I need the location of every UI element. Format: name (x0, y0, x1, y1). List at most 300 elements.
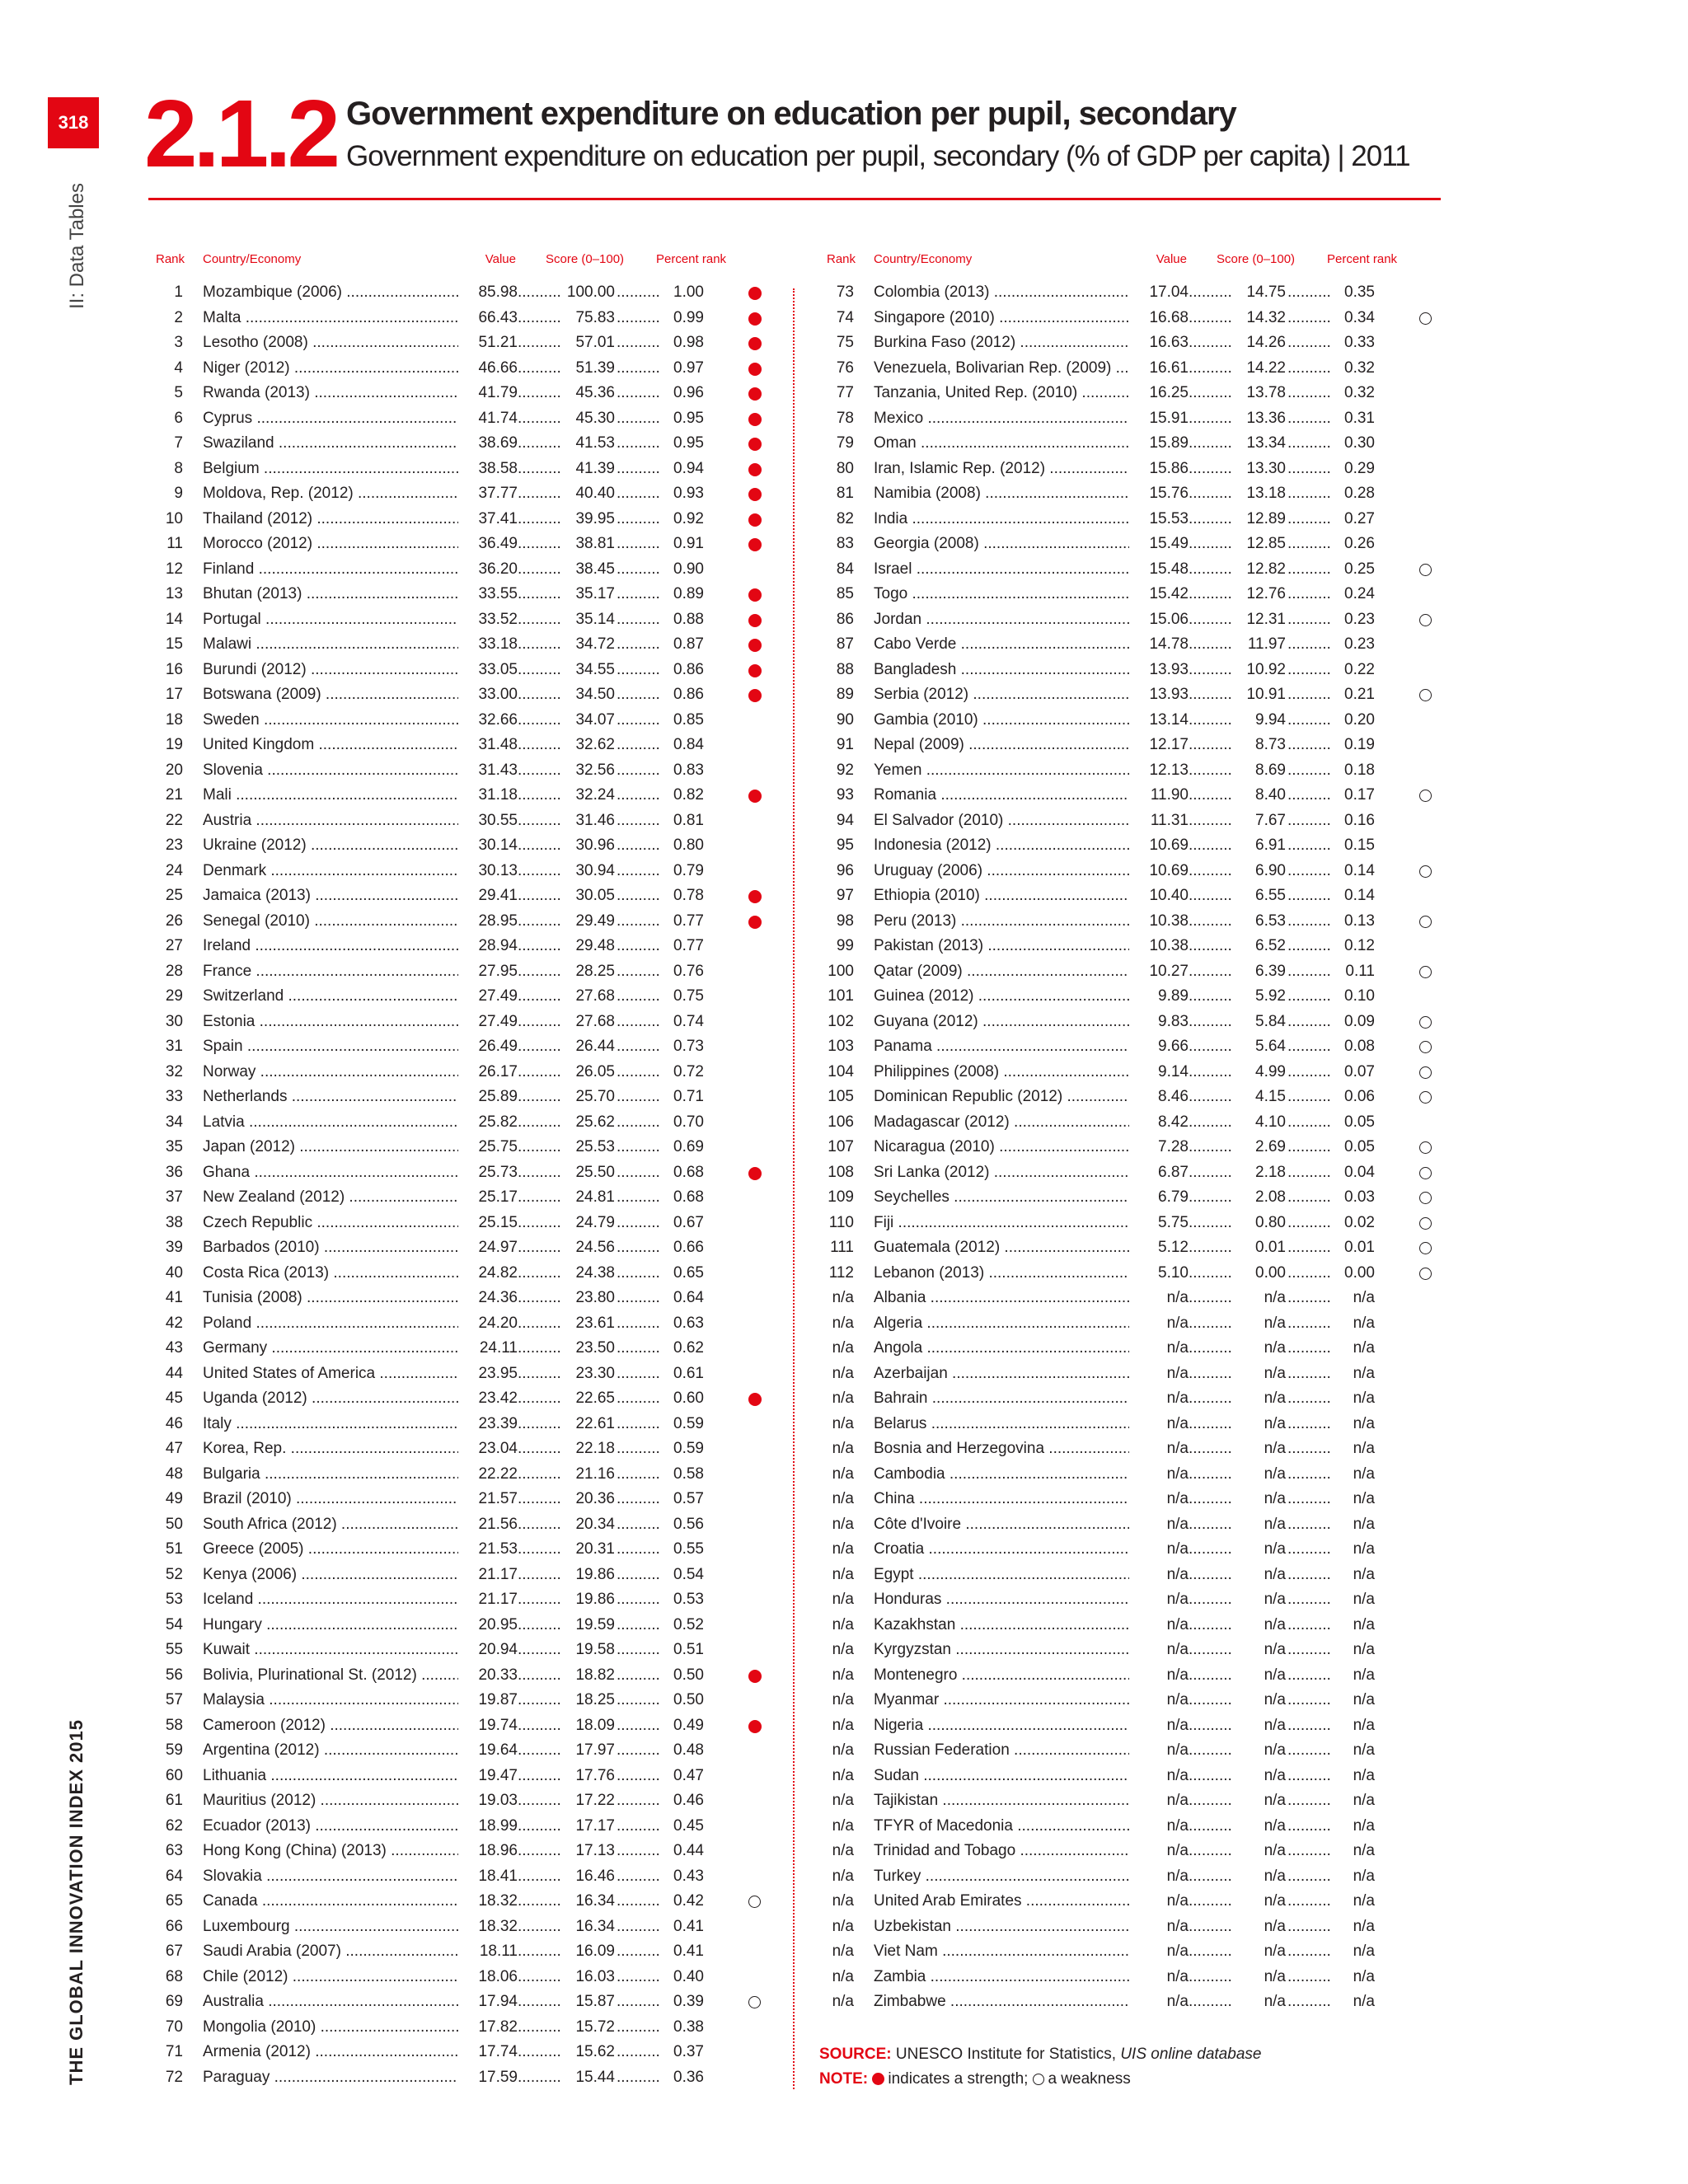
score-cell: 19.86 (560, 1591, 615, 1609)
score-cell: 25.50 (560, 1164, 615, 1182)
score-cell: 15.44 (560, 2069, 615, 2087)
note-strength-text: indicates a strength; (888, 2070, 1029, 2088)
score-cell: 17.22 (560, 1792, 615, 1810)
leader-dots (518, 1993, 560, 2011)
leader-dots (617, 1892, 661, 1910)
rank-cell: 112 (828, 1263, 854, 1282)
rank-cell: 101 (828, 987, 854, 1005)
value-cell: n/a (1129, 1566, 1189, 1584)
table-row (148, 582, 824, 607)
table-row (819, 1587, 1495, 1613)
score-cell: 57.01 (560, 334, 615, 352)
weakness-marker-icon (1419, 1141, 1432, 1155)
country-cell: Georgia (2008) ..... (874, 535, 1129, 553)
rank-cell: 106 (828, 1113, 854, 1131)
table-row (819, 1990, 1495, 2015)
leader-dots (518, 334, 560, 352)
country-cell: Tanzania, United Rep. (2010) ..... (874, 384, 1129, 402)
header-rule (148, 198, 1441, 200)
leader-dots (1189, 1188, 1231, 1207)
country-cell: Spain ..... (203, 1038, 458, 1056)
leader-dots (1189, 1138, 1231, 1156)
value-cell: 37.77 (458, 485, 518, 503)
leader-dots (1189, 1641, 1231, 1659)
leader-dots (1189, 862, 1231, 880)
value-cell: 9.89 (1129, 987, 1189, 1005)
score-cell: 8.69 (1231, 762, 1286, 780)
percent-rank-cell: 0.27 (1332, 510, 1375, 528)
leader-dots (1189, 762, 1231, 780)
score-cell: 16.46 (560, 1868, 615, 1886)
leader-dots (1287, 1666, 1332, 1685)
score-cell: n/a (1231, 1842, 1286, 1860)
percent-rank-cell: 0.21 (1332, 686, 1375, 704)
table-row (819, 1563, 1495, 1588)
country-cell: Kenya (2006) ..... (203, 1566, 458, 1584)
percent-rank-cell: 0.47 (661, 1767, 704, 1785)
table-row (148, 280, 824, 306)
leader-dots (1287, 812, 1332, 830)
percent-rank-cell: 0.54 (661, 1566, 704, 1584)
value-cell: 15.89 (1129, 434, 1189, 452)
value-cell: 20.95 (458, 1616, 518, 1634)
table-row (148, 1361, 824, 1387)
leader-dots (1287, 1113, 1332, 1132)
leader-dots (1189, 635, 1231, 654)
percent-rank-cell: 0.53 (661, 1591, 704, 1609)
rank-cell: 80 (836, 459, 854, 477)
rank-cell: 75 (836, 334, 854, 351)
header-country: Country/Economy (203, 252, 302, 266)
rank-cell: 111 (830, 1239, 854, 1256)
leader-dots (617, 1188, 661, 1207)
country-cell: Ghana ..... (203, 1164, 458, 1182)
rank-cell: 77 (836, 384, 854, 401)
leader-dots (1287, 611, 1332, 629)
country-cell: Dominican Republic (2012) ..... (874, 1088, 1129, 1106)
country-cell: Nepal (2009) ..... (874, 736, 1129, 754)
table-row (148, 1713, 824, 1739)
leader-dots (1189, 1868, 1231, 1886)
leader-dots (617, 786, 661, 804)
table-rows-right (819, 280, 1495, 2015)
leader-dots (1189, 611, 1231, 629)
table-row (819, 1713, 1495, 1739)
leader-dots (518, 912, 560, 930)
rank-cell: n/a (832, 1666, 854, 1684)
leader-dots (1287, 460, 1332, 478)
country-cell: Guatemala (2012) ..... (874, 1239, 1129, 1257)
score-cell: 4.99 (1231, 1063, 1286, 1081)
value-cell: 23.04 (458, 1440, 518, 1458)
leader-dots (1189, 1038, 1231, 1056)
score-cell: 30.96 (560, 837, 615, 855)
leader-dots (617, 912, 661, 930)
country-cell: Fiji ..... (874, 1214, 1129, 1232)
value-cell: 51.21 (458, 334, 518, 352)
rank-cell: 99 (836, 937, 854, 954)
page-subtitle: Government expenditure on education per pupil, secondary (% of GDP per capita) | 2011 (346, 140, 1410, 172)
side-publication-label: THE GLOBAL INNOVATION INDEX 2015 (66, 1719, 87, 2085)
score-cell: 30.05 (560, 887, 615, 905)
rank-cell: 67 (165, 1943, 183, 1960)
country-cell: Thailand (2012) ..... (203, 510, 458, 528)
country-cell: Norway ..... (203, 1063, 458, 1081)
score-cell: n/a (1231, 1315, 1286, 1333)
strength-marker-icon (748, 614, 762, 627)
table-row (819, 1688, 1495, 1713)
score-cell: n/a (1231, 1516, 1286, 1534)
country-cell: Hong Kong (China) (2013) ..... (203, 1842, 458, 1860)
rank-cell: 15 (165, 635, 183, 653)
table-row (819, 808, 1495, 834)
table-row (148, 1939, 824, 1965)
table-row (819, 582, 1495, 607)
country-cell: Sri Lanka (2012) ..... (874, 1164, 1129, 1182)
leader-dots (617, 1465, 661, 1483)
score-cell: 34.07 (560, 711, 615, 729)
rank-cell: n/a (832, 1716, 854, 1734)
table-row (148, 1487, 824, 1512)
percent-rank-cell: 0.23 (1332, 611, 1375, 629)
value-cell: 17.74 (458, 2043, 518, 2061)
score-cell: 4.10 (1231, 1113, 1286, 1132)
rank-cell: n/a (832, 1540, 854, 1558)
strength-marker-icon (748, 287, 762, 300)
leader-dots (518, 1666, 560, 1685)
table-row (148, 1587, 824, 1613)
leader-dots (617, 1289, 661, 1307)
value-cell: 27.49 (458, 987, 518, 1005)
score-cell: n/a (1231, 1691, 1286, 1709)
leader-dots (1189, 1415, 1231, 1433)
value-cell: 24.11 (458, 1339, 518, 1357)
value-cell: 20.94 (458, 1641, 518, 1659)
table-row (148, 1336, 824, 1361)
score-cell: 34.55 (560, 661, 615, 679)
country-cell: Burkina Faso (2012) ..... (874, 334, 1129, 352)
percent-rank-cell: n/a (1332, 1566, 1375, 1584)
weakness-marker-icon (1419, 1041, 1432, 1054)
leader-dots (1189, 1767, 1231, 1785)
weakness-marker-icon (1419, 689, 1432, 702)
weakness-marker-icon (1419, 614, 1432, 627)
leader-dots (518, 937, 560, 955)
country-cell: Argentina (2012) ..... (203, 1741, 458, 1760)
value-cell: 25.73 (458, 1164, 518, 1182)
leader-dots (1287, 937, 1332, 955)
percent-rank-cell: 0.29 (1332, 460, 1375, 478)
leader-dots (1287, 1566, 1332, 1584)
country-cell: Japan (2012) ..... (203, 1138, 458, 1156)
percent-rank-cell: 0.03 (1332, 1188, 1375, 1207)
country-cell: Germany ..... (203, 1339, 458, 1357)
leader-dots (1189, 460, 1231, 478)
country-cell: Viet Nam ..... (874, 1943, 1129, 1961)
percent-rank-cell: 0.86 (661, 686, 704, 704)
value-cell: n/a (1129, 1641, 1189, 1659)
leader-dots (617, 937, 661, 955)
percent-rank-cell: 0.12 (1332, 937, 1375, 955)
rank-cell: 49 (165, 1490, 183, 1507)
table-row (819, 883, 1495, 909)
country-cell: Singapore (2010) ..... (874, 309, 1129, 327)
score-cell: 16.03 (560, 1968, 615, 1986)
rank-cell: n/a (832, 1339, 854, 1357)
leader-dots (617, 1516, 661, 1534)
table-row (148, 607, 824, 633)
score-cell: 19.86 (560, 1566, 615, 1584)
score-cell: 4.15 (1231, 1088, 1286, 1106)
value-cell: 27.95 (458, 963, 518, 981)
score-cell: 35.14 (560, 611, 615, 629)
country-cell: Latvia ..... (203, 1113, 458, 1132)
leader-dots (617, 585, 661, 603)
weakness-marker-icon (1033, 2074, 1044, 2085)
rank-cell: 60 (165, 1766, 183, 1784)
value-cell: 33.52 (458, 611, 518, 629)
value-cell: 25.82 (458, 1113, 518, 1132)
leader-dots (518, 1641, 560, 1659)
leader-dots (518, 1339, 560, 1357)
percent-rank-cell: 0.43 (661, 1868, 704, 1886)
rank-cell: 95 (836, 837, 854, 854)
rank-cell: 90 (836, 710, 854, 729)
country-cell: Ecuador (2013) ..... (203, 1817, 458, 1835)
weakness-marker-icon (1419, 916, 1432, 929)
score-cell: 17.76 (560, 1767, 615, 1785)
percent-rank-cell: 0.09 (1332, 1013, 1375, 1031)
leader-dots (518, 1088, 560, 1106)
country-cell: Turkey ..... (874, 1868, 1129, 1886)
score-cell: n/a (1231, 1817, 1286, 1835)
leader-dots (518, 460, 560, 478)
score-cell: 39.95 (560, 510, 615, 528)
country-cell: Slovakia ..... (203, 1868, 458, 1886)
strength-marker-icon (748, 588, 762, 602)
country-cell: Philippines (2008) ..... (874, 1063, 1129, 1081)
rank-cell: 18 (165, 710, 183, 729)
country-cell: United States of America ..... (203, 1365, 458, 1383)
rank-cell: n/a (832, 1967, 854, 1985)
table-row (148, 457, 824, 482)
rank-cell: n/a (832, 1641, 854, 1658)
value-cell: 41.74 (458, 410, 518, 428)
weakness-marker-icon (1419, 1066, 1432, 1080)
table-row (148, 1286, 824, 1311)
leader-dots (518, 661, 560, 679)
percent-rank-cell: 0.28 (1332, 485, 1375, 503)
leader-dots (617, 1666, 661, 1685)
header-percent-rank: Percent rank (656, 252, 727, 266)
leader-dots (518, 1264, 560, 1282)
value-cell: 18.96 (458, 1842, 518, 1860)
country-cell: Lithuania ..... (203, 1767, 458, 1785)
rank-cell: 8 (174, 459, 183, 477)
value-cell: 18.41 (458, 1868, 518, 1886)
country-cell: Mexico ..... (874, 410, 1129, 428)
table-row (819, 909, 1495, 935)
table-row (148, 984, 824, 1010)
score-cell: 6.55 (1231, 887, 1286, 905)
percent-rank-cell: n/a (1332, 1365, 1375, 1383)
leader-dots (518, 1792, 560, 1810)
leader-dots (617, 1088, 661, 1106)
table-row (148, 1814, 824, 1840)
percent-rank-cell: 0.65 (661, 1264, 704, 1282)
leader-dots (617, 887, 661, 905)
score-cell: 17.17 (560, 1817, 615, 1835)
rank-cell: 94 (836, 811, 854, 829)
leader-dots (1287, 384, 1332, 402)
percent-rank-cell: n/a (1332, 1390, 1375, 1408)
header-rank: Rank (827, 252, 856, 266)
strength-marker-icon (748, 1393, 762, 1406)
leader-dots (1189, 987, 1231, 1005)
rank-cell: 30 (165, 1012, 183, 1030)
percent-rank-cell: 0.01 (1332, 1239, 1375, 1257)
table-row (148, 2040, 824, 2065)
value-cell: 31.18 (458, 786, 518, 804)
leader-dots (1189, 1918, 1231, 1936)
rank-cell: 78 (836, 409, 854, 427)
value-cell: 28.94 (458, 937, 518, 955)
leader-dots (1189, 1817, 1231, 1835)
rank-cell: 43 (165, 1339, 183, 1357)
leader-dots (1287, 1943, 1332, 1961)
country-cell: Namibia (2008) ..... (874, 485, 1129, 503)
leader-dots (617, 460, 661, 478)
value-cell: n/a (1129, 1892, 1189, 1910)
score-cell: 0.01 (1231, 1239, 1286, 1257)
leader-dots (1287, 1516, 1332, 1534)
table-row (148, 1235, 824, 1261)
table-row (148, 1261, 824, 1286)
leader-dots (518, 309, 560, 327)
leader-dots (1287, 1138, 1332, 1156)
table-row (819, 557, 1495, 583)
table-row (148, 1060, 824, 1085)
value-cell: n/a (1129, 1315, 1189, 1333)
header-percent-rank: Percent rank (1327, 252, 1398, 266)
value-cell: 30.13 (458, 862, 518, 880)
score-cell: n/a (1231, 1741, 1286, 1760)
leader-dots (1189, 485, 1231, 503)
score-cell: 45.30 (560, 410, 615, 428)
table-row (148, 507, 824, 532)
table-row (819, 1512, 1495, 1538)
weakness-marker-icon (1419, 1016, 1432, 1029)
source-italic: UIS online database (1120, 2046, 1262, 2063)
leader-dots (617, 1264, 661, 1282)
rank-cell: 76 (836, 359, 854, 377)
leader-dots (1287, 1767, 1332, 1785)
leader-dots (518, 1013, 560, 1031)
rank-cell: 37 (165, 1188, 183, 1206)
leader-dots (518, 1164, 560, 1182)
leader-dots (1189, 1239, 1231, 1257)
country-cell: Bahrain ..... (874, 1390, 1129, 1408)
table-row (819, 1462, 1495, 1488)
value-cell: 21.17 (458, 1591, 518, 1609)
country-cell: Swaziland ..... (203, 434, 458, 452)
percent-rank-cell: 0.89 (661, 585, 704, 603)
leader-dots (518, 611, 560, 629)
leader-dots (518, 2069, 560, 2087)
rank-cell: 21 (165, 786, 183, 804)
value-cell: 33.18 (458, 635, 518, 654)
score-cell: 24.38 (560, 1264, 615, 1282)
score-cell: 26.44 (560, 1038, 615, 1056)
rank-cell: 23 (165, 837, 183, 854)
leader-dots (617, 611, 661, 629)
value-cell: 10.69 (1129, 837, 1189, 855)
percent-rank-cell: 0.26 (1332, 535, 1375, 553)
table-row (819, 1412, 1495, 1437)
value-cell: 28.95 (458, 912, 518, 930)
leader-dots (617, 535, 661, 553)
strength-marker-icon (748, 1720, 762, 1733)
value-cell: n/a (1129, 1817, 1189, 1835)
table-row (819, 1738, 1495, 1764)
country-cell: Paraguay ..... (203, 2069, 458, 2087)
leader-dots (617, 284, 661, 302)
country-cell: Nigeria ..... (874, 1717, 1129, 1735)
rank-cell: n/a (832, 1943, 854, 1960)
rank-cell: n/a (832, 1741, 854, 1759)
table-row (148, 1915, 824, 1940)
score-cell: 22.18 (560, 1440, 615, 1458)
leader-dots (1287, 1717, 1332, 1735)
leader-dots (1287, 736, 1332, 754)
country-cell: Qatar (2009) ..... (874, 963, 1129, 981)
table-row (148, 1010, 824, 1035)
leader-dots (617, 1918, 661, 1936)
rank-cell: 58 (165, 1716, 183, 1734)
score-cell: n/a (1231, 1968, 1286, 1986)
weakness-marker-icon (748, 1996, 762, 2009)
table-row (148, 1663, 824, 1689)
leader-dots (617, 1214, 661, 1232)
country-cell: Zambia ..... (874, 1968, 1129, 1986)
strength-marker-icon (748, 312, 762, 326)
country-cell: Guinea (2012) ..... (874, 987, 1129, 1005)
rank-cell: 83 (836, 535, 854, 552)
table-row (819, 1889, 1495, 1915)
country-cell: Morocco (2012) ..... (203, 535, 458, 553)
value-cell: 9.14 (1129, 1063, 1189, 1081)
country-cell: Uzbekistan ..... (874, 1918, 1129, 1936)
percent-rank-cell: 0.77 (661, 937, 704, 955)
value-cell: 17.82 (458, 2018, 518, 2036)
source-label: SOURCE: (819, 2046, 892, 2063)
country-cell: China ..... (874, 1490, 1129, 1508)
value-cell: 41.79 (458, 384, 518, 402)
country-cell: Estonia ..... (203, 1013, 458, 1031)
country-cell: Austria ..... (203, 812, 458, 830)
rank-cell: 16 (165, 660, 183, 678)
country-cell: Costa Rica (2013) ..... (203, 1264, 458, 1282)
leader-dots (617, 309, 661, 327)
table-row (819, 1864, 1495, 1890)
rank-cell: n/a (832, 1364, 854, 1382)
score-cell: 7.67 (1231, 812, 1286, 830)
leader-dots (518, 1892, 560, 1910)
table-row (819, 1537, 1495, 1563)
leader-dots (518, 1767, 560, 1785)
value-cell: n/a (1129, 1490, 1189, 1508)
rank-cell: 19 (165, 736, 183, 753)
